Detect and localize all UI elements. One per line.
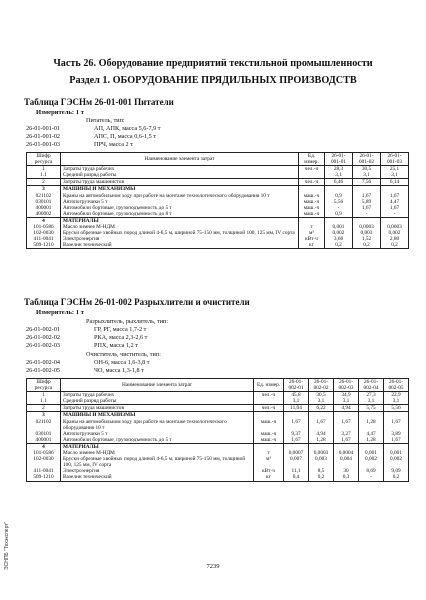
row-value: 0,9	[325, 211, 353, 218]
row-name: Автомобили бортовые, грузоподъемность до 5 т	[61, 437, 254, 444]
row-value: 1,28	[359, 437, 384, 444]
resource-table-26-01-002	[26, 378, 409, 482]
item-code: 26-01-002-05	[26, 367, 61, 374]
item-text: РПХ, масса 1,2 т	[94, 342, 138, 349]
row-value: 1,67	[384, 437, 409, 444]
header-row	[27, 153, 409, 166]
header-unit: Ед. измер.	[254, 379, 284, 392]
table-row	[27, 456, 409, 468]
row-value: 25,1	[381, 166, 409, 173]
table-row	[27, 437, 409, 444]
row-value: 5,89	[353, 199, 381, 205]
row-value: 3,89	[384, 431, 409, 437]
row-value: 0,0007	[284, 450, 309, 456]
row-name: МАТЕРИАЛЫ	[61, 217, 299, 224]
row-value	[384, 443, 409, 450]
row-value: 1,67	[334, 437, 359, 444]
row-unit	[299, 172, 325, 179]
row-unit: кВт·ч	[299, 236, 325, 242]
row-value: 0,2	[353, 242, 381, 249]
row-value: 1,52	[353, 236, 381, 242]
row-name: Вазелин технический	[61, 474, 254, 481]
row-code: 1	[27, 392, 61, 399]
part-title: Часть 26. Оборудование предприятий текстильной промышленности	[53, 58, 373, 69]
row-unit: кг	[299, 242, 325, 249]
row-value	[284, 443, 309, 450]
row-value: 5,56	[325, 199, 353, 205]
row-unit	[254, 412, 284, 419]
row-value	[309, 412, 334, 419]
row-value: 22,9	[384, 392, 409, 399]
row-code: 411-0041	[27, 468, 61, 474]
row-value: 0,002	[384, 456, 409, 468]
row-unit: кг	[254, 474, 284, 481]
row-name: Бруски обрезные хвойных пород длиной 4-6,5 м, шириной 75-150 мм, толщиной 100, 125 мм, IV сорта	[61, 230, 299, 236]
row-value: 3,1	[353, 172, 381, 179]
row-value: 9,09	[384, 468, 409, 474]
row-name: Автомобили бортовые, грузоподъемность до 8 т	[61, 211, 299, 218]
row-unit: маш.-ч	[299, 193, 325, 199]
header-norm-code: 26-01-002-04	[359, 379, 384, 392]
row-unit: т	[299, 224, 325, 230]
row-value	[359, 412, 384, 419]
header-name: Наименование элемента затрат	[61, 379, 254, 392]
row-value: 1,28	[359, 419, 384, 431]
row-value: 3,1	[384, 398, 409, 405]
header-code: Шифр ресурса	[27, 153, 61, 166]
row-unit: м³	[299, 230, 325, 236]
row-code: 1.1	[27, 172, 61, 179]
row-code: 509-1210	[27, 474, 61, 481]
item-code: 26-01-001-03	[26, 141, 61, 148]
row-value: 1,67	[384, 419, 409, 431]
row-value: 8,5	[309, 468, 334, 474]
item-text: РКА, масса 2,3-2,6 т	[94, 334, 148, 341]
row-value: 8,69	[359, 468, 384, 474]
row-value: 0,0003	[381, 224, 409, 230]
row-name: Затраты труда рабочих	[61, 166, 299, 173]
row-value: 0,4	[284, 474, 309, 481]
row-unit: кВт·ч	[254, 468, 284, 474]
row-value: 4,94	[309, 431, 334, 437]
row-value: 0,0003	[353, 224, 381, 230]
row-value: 5,56	[384, 405, 409, 412]
row-value: 30	[334, 468, 359, 474]
row-code: 102-0030	[27, 230, 61, 236]
row-value: 1,67	[381, 193, 409, 199]
row-name: Автопогрузчики 5 т	[61, 199, 299, 205]
row-unit: чел.-ч	[299, 179, 325, 186]
row-name: МАШИНЫ И МЕХАНИЗМЫ	[61, 186, 299, 193]
page-number: 7239	[206, 563, 220, 570]
row-value: 30,5	[309, 392, 334, 399]
row-code: 400001	[27, 437, 61, 444]
row-value	[381, 217, 409, 224]
row-value: 4,94	[334, 405, 359, 412]
row-name: Затраты труда машинистов	[61, 179, 299, 186]
row-value: 34,9	[334, 392, 359, 399]
row-name: Затраты труда машинистов	[61, 405, 254, 412]
row-value: 6,46	[325, 179, 353, 186]
row-name: Краны на автомобильном ходу при работе на монтаже технологического оборудования 10 т	[61, 193, 299, 199]
row-value	[359, 443, 384, 450]
header-norm-code: 26-01-001-01	[325, 153, 353, 166]
subtitle-cleaner-type: Очиститель, чиститель, тип:	[86, 351, 161, 358]
row-value: 0,002	[359, 456, 384, 468]
row-value	[353, 217, 381, 224]
header-unit: Ед. измер.	[299, 153, 325, 166]
header-norm-code: 26-01-001-02	[353, 153, 381, 166]
row-value: 0,001	[325, 224, 353, 230]
table-row	[27, 398, 409, 405]
row-unit: т	[254, 450, 284, 456]
row-name: Затраты труда рабочих	[61, 392, 254, 399]
row-value: 1,67	[284, 419, 309, 431]
row-name: МАШИНЫ И МЕХАНИЗМЫ	[61, 412, 254, 419]
row-name: Вазелин технический	[61, 242, 299, 249]
header-norm-code: 26-01-001-03	[381, 153, 409, 166]
row-value: 3,66	[325, 236, 353, 242]
row-value: 28,3	[325, 166, 353, 173]
row-value: 0,002	[381, 230, 409, 236]
row-value: 6,22	[309, 405, 334, 412]
row-value: 6,14	[381, 179, 409, 186]
meter-26-01-001: Измеритель: 1 т	[36, 109, 84, 116]
item-text: ОН-6, масса 1,6-3,8 т	[94, 359, 150, 366]
table-title-26-01-002: Таблица ГЭСНм 26-01-002 Разрыхлители и очистители	[24, 297, 250, 307]
row-name: Автопогрузчики 5 т	[61, 431, 254, 437]
row-unit: чел.-ч	[254, 405, 284, 412]
row-value: 3,27	[334, 431, 359, 437]
table-row	[27, 443, 409, 450]
row-code: 400001	[27, 205, 61, 211]
row-value: 0,003	[353, 230, 381, 236]
header-code: Шифр ресурса	[27, 379, 61, 392]
row-code: 1	[27, 166, 61, 173]
row-code: 400002	[27, 211, 61, 218]
row-value: 0,0003	[309, 450, 334, 456]
row-value: 0,3	[334, 474, 359, 481]
row-code: 102-0030	[27, 456, 61, 468]
row-value: 0,9	[325, 193, 353, 199]
table-row	[27, 211, 409, 218]
row-unit	[254, 443, 284, 450]
row-value: 1,67	[381, 205, 409, 211]
row-value: 0,001	[384, 450, 409, 456]
row-value: 1,67	[334, 419, 359, 431]
table-row	[27, 405, 409, 412]
row-unit	[254, 398, 284, 405]
row-code: 021102	[27, 193, 61, 199]
row-code: 3	[27, 186, 61, 193]
header-name: Наименование элемента затрат	[61, 153, 299, 166]
item-code: 26-01-002-01	[26, 326, 61, 333]
header-norm-code: 26-01-002-01	[284, 379, 309, 392]
row-value	[334, 443, 359, 450]
side-stamp: ЭСНПБ "Техэксперт"	[4, 521, 10, 570]
row-unit: чел.-ч	[299, 166, 325, 173]
row-value	[381, 186, 409, 193]
table-row	[27, 412, 409, 419]
row-value: 3,1	[359, 398, 384, 405]
header-norm-code: 26-01-002-02	[309, 379, 334, 392]
row-code: 101-0586	[27, 224, 61, 230]
item-code: 26-01-002-02	[26, 334, 61, 341]
row-unit: маш.-ч	[254, 437, 284, 444]
row-value: 1,67	[309, 419, 334, 431]
row-value: 3,1	[284, 398, 309, 405]
row-value: 0,2	[384, 474, 409, 481]
row-name: Электроэнергия	[61, 236, 299, 242]
row-unit: чел.-ч	[254, 392, 284, 399]
row-value: 1,67	[353, 205, 381, 211]
row-value: 11,04	[284, 405, 309, 412]
row-unit	[299, 186, 325, 193]
row-value	[309, 443, 334, 450]
row-name: Масло зимнее М-НДМ	[61, 450, 254, 456]
row-value	[353, 186, 381, 193]
meter-26-01-002: Измеритель: 1 т	[36, 309, 84, 316]
row-value: 3,1	[309, 398, 334, 405]
table-row	[27, 242, 409, 249]
table-title-26-01-001: Таблица ГЭСНм 26-01-001 Питатели	[24, 97, 174, 107]
item-code: 26-01-001-02	[26, 133, 61, 140]
row-name: Средний разряд работы	[61, 172, 299, 179]
row-code: 021102	[27, 419, 61, 431]
row-value: 0,2	[325, 242, 353, 249]
row-name: Масло зимнее М-НДМ	[61, 224, 299, 230]
row-value	[284, 412, 309, 419]
row-name: Бруски обрезные хвойных пород длиной 4-6,5 м, шириной 75-150 мм, толщиной 100, 125 мм, IV сорта	[61, 456, 254, 468]
row-value: 45,8	[284, 392, 309, 399]
row-value: 7,56	[353, 179, 381, 186]
item-text: ГР, РГ, масса 1,7-2 т	[94, 326, 147, 333]
row-value: 1,67	[353, 193, 381, 199]
row-code: 2	[27, 179, 61, 186]
row-value	[384, 412, 409, 419]
row-value: 4,47	[359, 431, 384, 437]
row-value: 3,1	[334, 398, 359, 405]
item-code: 26-01-002-03	[26, 342, 61, 349]
row-value: 30,5	[353, 166, 381, 173]
table-row	[27, 186, 409, 193]
table-row	[27, 419, 409, 431]
row-code: 4	[27, 217, 61, 224]
row-value	[325, 217, 353, 224]
row-value: 0,004	[334, 456, 359, 468]
row-name: Краны на автомобильном ходу при работе на монтаже технологического оборудования 10 т	[61, 419, 254, 431]
row-code: 509-1210	[27, 242, 61, 249]
row-code: 030101	[27, 199, 61, 205]
header-norm-code: 26-01-002-05	[384, 379, 409, 392]
row-value: 0,002	[325, 230, 353, 236]
subtitle-opener-type: Разрыхлитель, рыхлитель, тип:	[86, 318, 169, 325]
row-unit	[299, 217, 325, 224]
row-value: 5,75	[359, 405, 384, 412]
item-code: 26-01-001-01	[26, 125, 61, 132]
item-text: АП, АПК, масса 5,6-7,9 т	[94, 125, 161, 132]
row-value: 0,001	[359, 450, 384, 456]
table-row	[27, 392, 409, 399]
table-row	[27, 217, 409, 224]
row-value	[325, 186, 353, 193]
row-unit: маш.-ч	[299, 199, 325, 205]
item-code: 26-01-002-04	[26, 359, 61, 366]
row-name: МАТЕРИАЛЫ	[61, 443, 254, 450]
section-title: Раздел 1. ОБОРУДОВАНИЕ ПРЯДИЛЬНЫХ ПРОИЗВОДСТВ	[69, 75, 357, 86]
resource-table-26-01-001	[26, 152, 409, 249]
row-unit: маш.-ч	[299, 211, 325, 218]
row-value	[334, 412, 359, 419]
row-value: -	[353, 211, 381, 218]
row-value: 2,80	[381, 236, 409, 242]
row-code: 411-0041	[27, 236, 61, 242]
row-code: 4	[27, 443, 61, 450]
row-value: 11,1	[284, 468, 309, 474]
row-code: 101-0586	[27, 450, 61, 456]
row-value: -	[359, 474, 384, 481]
header-row	[27, 379, 409, 392]
header-norm-code: 26-01-002-03	[334, 379, 359, 392]
item-text: ЧО, масса 1,3-1,8 т	[94, 367, 144, 374]
row-value: 3,1	[325, 172, 353, 179]
row-value: 9,37	[284, 431, 309, 437]
row-value: 3,1	[381, 172, 409, 179]
row-name: Электроэнергия	[61, 468, 254, 474]
row-value: 0,007	[284, 456, 309, 468]
item-text: ПРЧ, масса 2 т	[94, 141, 133, 148]
row-value: -	[381, 211, 409, 218]
row-unit: маш.-ч	[254, 419, 284, 431]
table-row	[27, 166, 409, 173]
row-value: 4,47	[381, 199, 409, 205]
row-unit: маш.-ч	[254, 431, 284, 437]
row-value: 0,2	[309, 474, 334, 481]
row-name: Автомобили бортовые, грузоподъемность до 5 т	[61, 205, 299, 211]
subtitle-feeder-type: Питатель, тип:	[86, 117, 125, 124]
table-row	[27, 172, 409, 179]
row-code: 030101	[27, 431, 61, 437]
row-value: 1,28	[309, 437, 334, 444]
row-name: Средний разряд работы	[61, 398, 254, 405]
row-value: 0,0004	[334, 450, 359, 456]
row-value: 27,3	[359, 392, 384, 399]
item-text: АПС, П, масса 0,6-1,5 т	[94, 133, 156, 140]
table-row	[27, 474, 409, 481]
row-value: -	[325, 205, 353, 211]
row-value: 0,2	[381, 242, 409, 249]
row-unit: маш.-ч	[299, 205, 325, 211]
row-code: 1.1	[27, 398, 61, 405]
row-code: 3	[27, 412, 61, 419]
row-code: 2	[27, 405, 61, 412]
row-value: 1,67	[284, 437, 309, 444]
row-unit: м³	[254, 456, 284, 468]
table-row	[27, 179, 409, 186]
row-value: 0,003	[309, 456, 334, 468]
